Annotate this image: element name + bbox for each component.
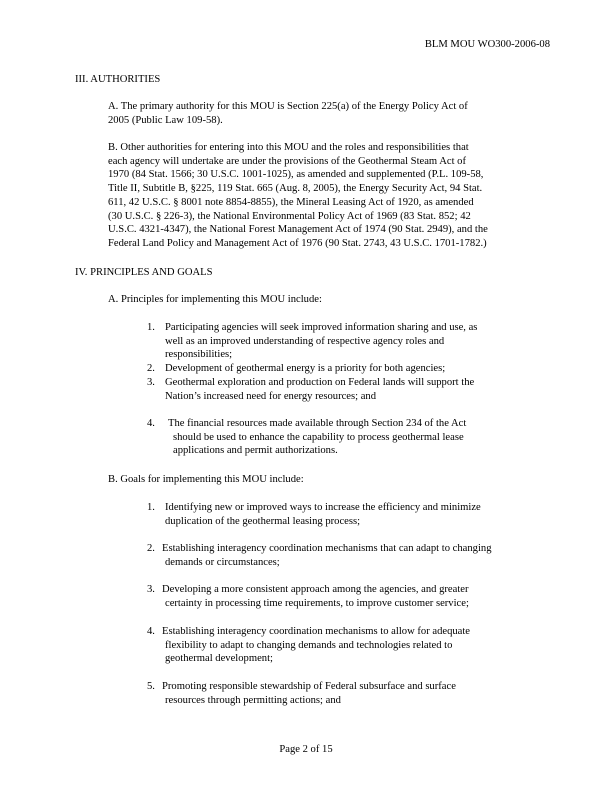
- list-item-line: duplication of the geothermal leasing process;: [165, 515, 361, 527]
- goals-intro: B. Goals for implementing this MOU include:: [108, 474, 304, 485]
- paragraph-line: (30 U.S.C. § 226-3), the National Environmental Policy Act of 1969 (83 Stat. 852; 42: [108, 210, 471, 222]
- list-item-number: 4.: [147, 626, 155, 637]
- list-item-number: 4.: [147, 418, 155, 429]
- list-item-line: responsibilities;: [165, 349, 233, 361]
- list-item-line: The financial resources made available through Section 234 of the Act: [168, 418, 467, 429]
- section-heading-principles-goals: IV. PRINCIPLES AND GOALS: [75, 267, 213, 278]
- list-item-line: Promoting responsible stewardship of Federal subsurface and surface: [162, 681, 456, 692]
- list-item-line: Development of geothermal energy is a priority for both agencies;: [165, 363, 446, 374]
- list-item-line: Nation’s increased need for energy resources; and: [165, 390, 377, 402]
- list-item-line: Establishing interagency coordination mechanisms that can adapt to changing: [162, 543, 492, 554]
- document-id-header: BLM MOU WO300-2006-08: [424, 39, 550, 50]
- paragraph-line: B. Other authorities for entering into this MOU and the roles and responsibilities that: [108, 142, 469, 153]
- list-item-number: 3.: [147, 584, 155, 595]
- list-item-line: Establishing interagency coordination mechanisms to allow for adequate: [162, 626, 471, 637]
- list-item-line: Identifying new or improved ways to increase the efficiency and minimize: [165, 502, 481, 513]
- paragraph-line: Federal Land Policy and Management Act of 1976 (90 Stat. 2743, 43 U.S.C. 1701-1782.): [108, 237, 487, 249]
- list-item-line: well as an improved understanding of respective agency roles and: [165, 335, 445, 347]
- list-item: [147, 625, 470, 666]
- list-item: [147, 362, 445, 376]
- list-item: [147, 376, 474, 403]
- paragraph-line: Title II, Subtitle B, §225, 119 Stat. 665 (Aug. 8, 2005), the Energy Security Act, 94 Stat.: [108, 183, 483, 195]
- list-item-line: geothermal development;: [165, 653, 273, 665]
- list-item: [147, 417, 466, 458]
- list-item: [147, 542, 492, 569]
- authorities-paragraph-a: [108, 100, 468, 127]
- list-item-line: certainty in processing time requirements, to improve customer service;: [165, 597, 469, 609]
- paragraph-line: each agency will undertake are under the provisions of the Geothermal Steam Act of: [108, 155, 466, 167]
- paragraph-line: 2005 (Public Law 109-58).: [108, 114, 223, 126]
- list-item-line: demands or circumstances;: [165, 556, 280, 568]
- list-item-number: 1.: [147, 502, 155, 513]
- list-item: [147, 321, 477, 362]
- list-item: [147, 501, 481, 528]
- list-item-line: Developing a more consistent approach among the agencies, and greater: [162, 584, 469, 595]
- list-item-line: applications and permit authorizations.: [173, 445, 338, 457]
- authorities-paragraph-b: [108, 141, 488, 251]
- section-heading-authorities: III. AUTHORITIES: [75, 74, 161, 85]
- list-item-number: 5.: [147, 681, 155, 692]
- list-item: [147, 583, 469, 610]
- list-item-number: 2.: [147, 543, 155, 554]
- paragraph-line: 611, 42 U.S.C. § 8001 note 8854-8855), the Mineral Leasing Act of 1920, as amended: [108, 196, 474, 208]
- list-item: [147, 680, 456, 707]
- paragraph-line: 1970 (84 Stat. 1566; 30 U.S.C. 1001-1025), as amended and supplemented (P.L. 109-58,: [108, 169, 484, 181]
- list-item-number: 1.: [147, 322, 155, 333]
- page-number: Page 2 of 15: [279, 744, 333, 755]
- list-item-line: should be used to enhance the capability to process geothermal lease: [173, 431, 464, 443]
- list-item-line: flexibility to adapt to changing demands and technologies related to: [165, 639, 453, 651]
- paragraph-line: U.S.C. 4321-4347), the National Forest Management Act of 1974 (90 Stat. 2949), and the: [108, 224, 488, 236]
- list-item-line: Participating agencies will seek improved information sharing and use, as: [165, 322, 478, 333]
- list-item-line: Geothermal exploration and production on Federal lands will support the: [165, 377, 475, 388]
- paragraph-line: A. The primary authority for this MOU is Section 225(a) of the Energy Policy Act of: [108, 101, 468, 112]
- list-item-number: 3.: [147, 377, 155, 388]
- principles-intro: A. Principles for implementing this MOU include:: [108, 294, 322, 305]
- list-item-number: 2.: [147, 363, 155, 374]
- list-item-line: resources through permitting actions; and: [165, 694, 341, 706]
